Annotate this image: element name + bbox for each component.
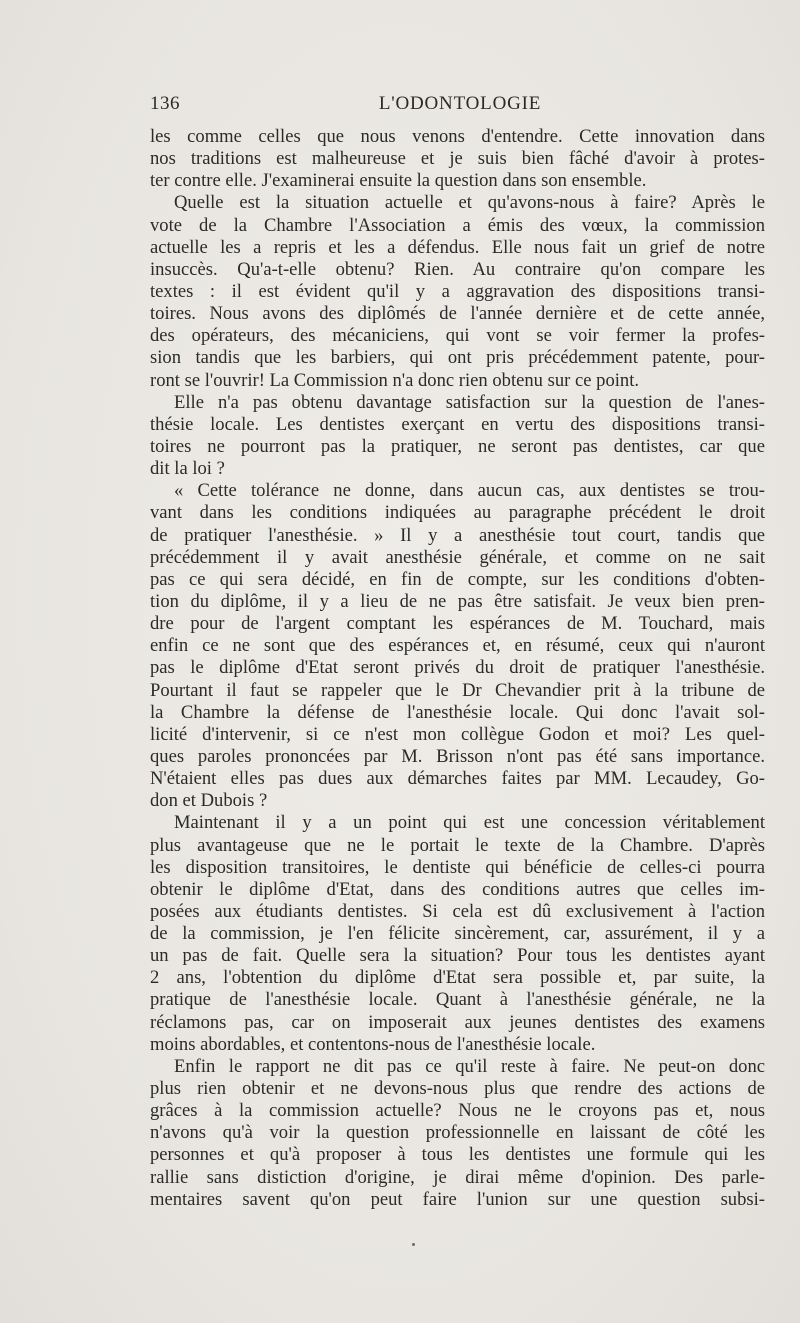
- text-line: tion du diplôme, il y a lieu de ne pas être satisfait. Je veux bien pren-: [150, 590, 765, 612]
- text-line: des opérateurs, des mécaniciens, qui vont se voir fermer la profes-: [150, 325, 765, 347]
- text-line: nos traditions est malheureuse et je suis bien fâché d'avoir à protes-: [150, 148, 765, 170]
- page-number: 136: [150, 93, 180, 114]
- text-line: licité d'intervenir, si ce n'est mon collègue Godon et moi? Les quel-: [150, 723, 765, 745]
- running-header: [150, 93, 770, 123]
- text-line: n'avons qu'à voir la question professionnelle en laissant de côté les: [150, 1122, 765, 1144]
- body-text: [150, 126, 765, 1211]
- text-line: Maintenant il y a un point qui est une concession véritablement: [174, 812, 765, 834]
- text-line: ter contre elle. J'examinerai ensuite la question dans son ensemble.: [150, 170, 647, 192]
- text-line: don et Dubois ?: [150, 790, 268, 812]
- text-line: plus rien obtenir et ne devons-nous plus que rendre des actions de: [150, 1078, 765, 1100]
- text-line: obtenir le diplôme d'Etat, dans des conditions autres que celles im-: [150, 878, 765, 900]
- text-line: mentaires savent qu'on peut faire l'union sur une question subsi-: [150, 1188, 765, 1210]
- text-line: textes : il est évident qu'il y a aggravation des dispositions transi-: [150, 280, 765, 302]
- running-title: L'ODONTOLOGIE: [378, 93, 542, 114]
- text-line: ront se l'ouvrir! La Commission n'a donc rien obtenu sur ce point.: [150, 369, 640, 391]
- text-line: sion tandis que les barbiers, qui ont pris précédemment patente, pour-: [150, 347, 765, 369]
- text-line: toires. Nous avons des diplômés de l'année dernière et de cette année,: [150, 303, 765, 325]
- print-speck: [412, 1243, 415, 1246]
- text-line: grâces à la commission actuelle? Nous ne le croyons pas et, nous: [150, 1100, 765, 1122]
- text-line: rallie sans distiction d'origine, je dirai même d'opinion. Des parle-: [150, 1166, 765, 1188]
- text-line: de pratiquer l'anesthésie. » Il y a anesthésie tout court, tandis que: [150, 524, 765, 546]
- text-line: moins abordables, et contentons-nous de l'anesthésie locale.: [150, 1033, 596, 1055]
- text-line: toires ne pourront pas la pratiquer, ne seront pas dentistes, car que: [150, 435, 765, 457]
- text-line: les disposition transitoires, le dentiste qui bénéficie de celles-ci pourra: [150, 856, 765, 878]
- text-line: de la commission, je l'en félicite sincèrement, car, assurément, il y a: [150, 923, 765, 945]
- text-line: posées aux étudiants dentistes. Si cela est dû exclusivement à l'action: [150, 900, 765, 922]
- text-line: les comme celles que nous venons d'entendre. Cette innovation dans: [150, 126, 765, 147]
- text-line: personnes et qu'à proposer à tous les dentistes une formule qui les: [150, 1144, 765, 1166]
- text-line: Quelle est la situation actuelle et qu'avons-nous à faire? Après le: [174, 192, 765, 214]
- text-line: 2 ans, l'obtention du diplôme d'Etat sera possible et, par suite, la: [150, 967, 765, 989]
- text-line: Enfin le rapport ne dit pas ce qu'il reste à faire. Ne peut-on donc: [174, 1055, 765, 1077]
- text-line: plus avantageuse que ne le portait le texte de la Chambre. D'après: [150, 834, 765, 856]
- text-line: la Chambre la défense de l'anesthésie locale. Qui donc l'avait sol-: [150, 701, 765, 723]
- text-line: N'étaient elles pas dues aux démarches faites par MM. Lecaudey, Go-: [150, 768, 765, 790]
- text-line: dit la loi ?: [150, 458, 225, 480]
- text-line: un pas de fait. Quelle sera la situation? Pour tous les dentistes ayant: [150, 945, 765, 967]
- text-line: ques paroles prononcées par M. Brisson n'ont pas été sans importance.: [150, 745, 765, 767]
- text-line: dre pour de l'argent comptant les espérances de M. Touchard, mais: [150, 613, 765, 635]
- text-line: Elle n'a pas obtenu davantage satisfaction sur la question de l'anes-: [174, 391, 765, 413]
- text-line: insuccès. Qu'a-t-elle obtenu? Rien. Au contraire qu'on compare les: [150, 258, 765, 280]
- text-line: actuelle les a repris et les a défendus. Elle nous fait un grief de notre: [150, 236, 765, 258]
- text-line: enfin ce ne sont que des espérances et, en résumé, ceux qui n'auront: [150, 635, 765, 657]
- text-line: thésie locale. Les dentistes exerçant en vertu des dispositions transi-: [150, 413, 765, 435]
- text-line: pratique de l'anesthésie locale. Quant à l'anesthésie générale, ne la: [150, 989, 765, 1011]
- text-line: « Cette tolérance ne donne, dans aucun cas, aux dentistes se trou-: [174, 480, 765, 502]
- text-line: Pourtant il faut se rappeler que le Dr Chevandier prit à la tribune de: [150, 679, 765, 701]
- text-line: réclamons pas, car on imposerait aux jeunes dentistes des examens: [150, 1011, 765, 1033]
- text-line: pas le diplôme d'Etat seront privés du droit de pratiquer l'anesthésie.: [150, 657, 765, 679]
- text-line: pas ce qui sera décidé, en fin de compte, sur les conditions d'obten-: [150, 568, 765, 590]
- text-line: vant dans les conditions indiquées au paragraphe précédent le droit: [150, 502, 765, 524]
- text-line: précédemment il y avait anesthésie générale, et comme on ne sait: [150, 546, 765, 568]
- text-line: vote de la Chambre l'Association a émis des vœux, la commission: [150, 214, 765, 236]
